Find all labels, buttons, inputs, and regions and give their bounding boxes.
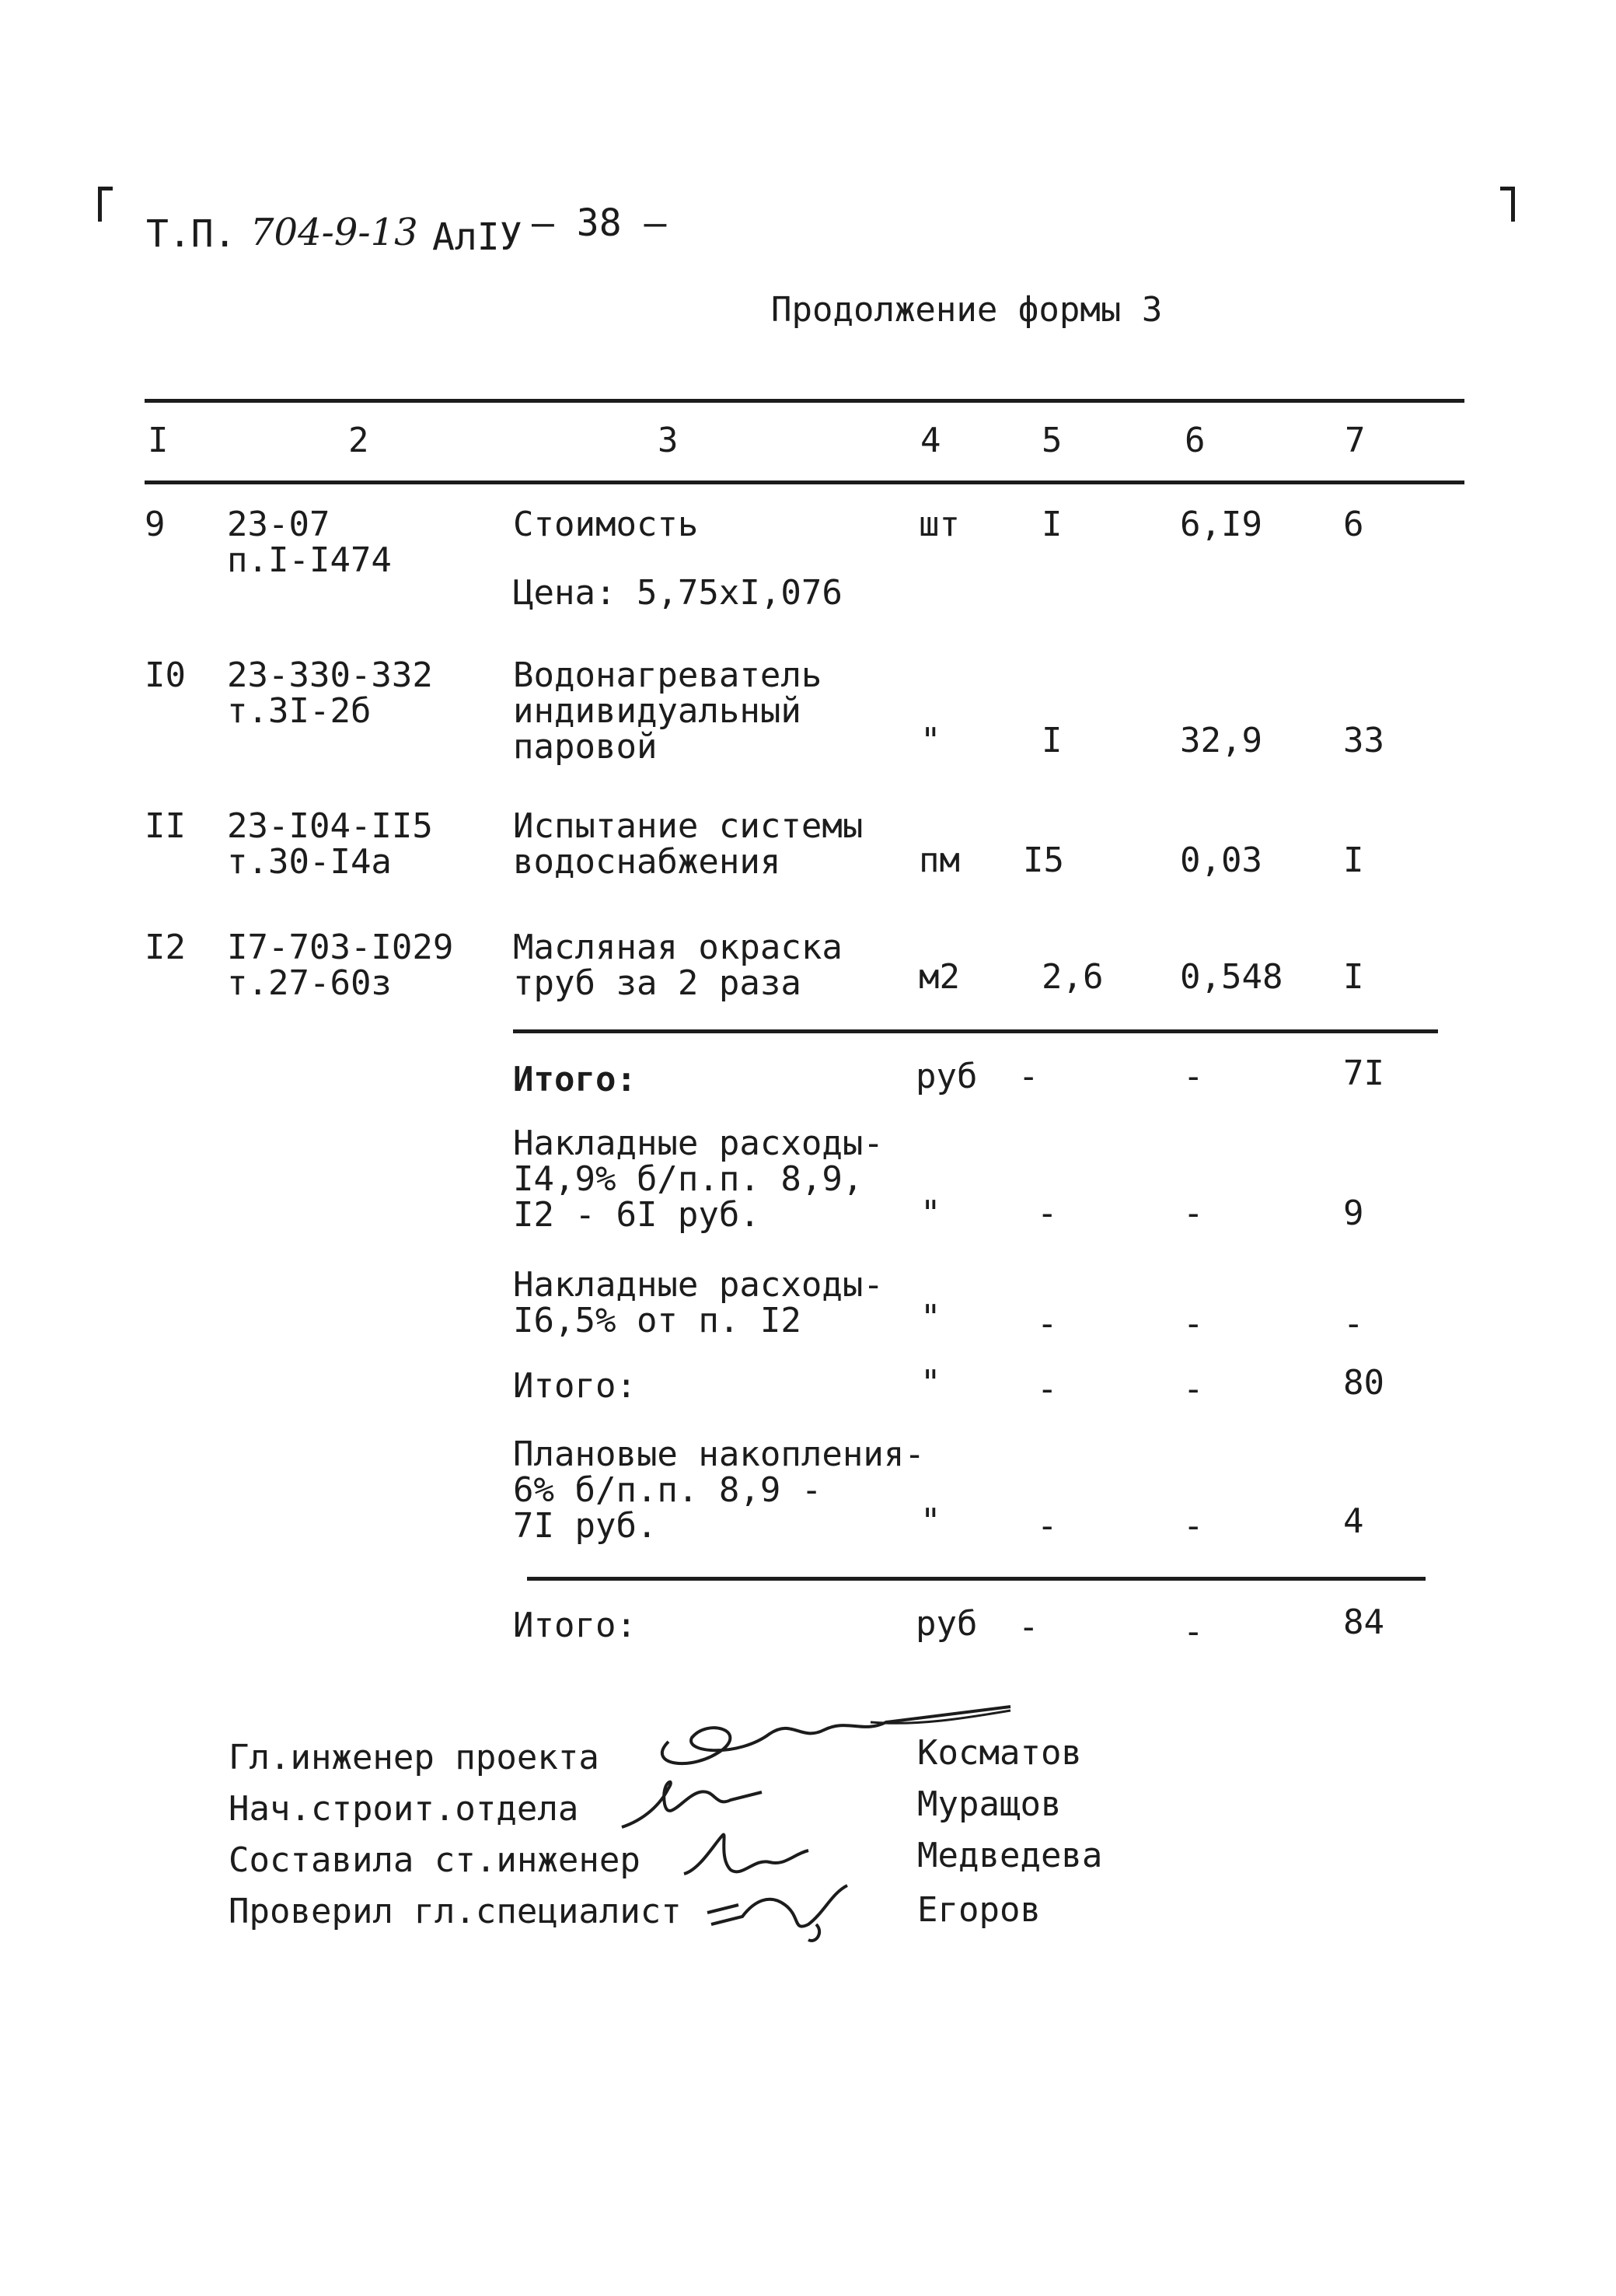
row-number: 9 [145,505,166,544]
summary-label: Итого: [513,1060,637,1099]
summary-label: Накладные расходы- I6,5% от п. I2 [513,1265,884,1340]
item-unit: м2 [919,957,960,997]
summary-price: - [1183,1612,1204,1651]
item-unit-price: 32,9 [1180,721,1262,760]
table-top-rule [145,399,1464,403]
page-subtitle: Продолжение формы 3 [771,290,1163,330]
summary-total: 80 [1343,1363,1384,1403]
summary-label: Итого: [513,1366,637,1406]
summary-price: - [1183,1506,1204,1546]
row-number: II [145,806,186,846]
col-header-1: I [148,421,169,460]
summary-qty: - [1018,1057,1039,1096]
signer-role: Составила ст.инженер [229,1840,640,1880]
summary-unit: " [920,1298,941,1337]
summary-unit: " [920,1501,941,1541]
item-total: 33 [1343,721,1384,760]
summary-price: - [1183,1193,1204,1233]
item-quantity: 2,6 [1042,957,1104,997]
signer-name: Косматов [917,1733,1082,1773]
item-unit-price: 0,03 [1180,840,1262,880]
summary-price: - [1183,1369,1204,1409]
item-quantity: I5 [1023,840,1064,880]
summary-qty: - [1037,1369,1058,1409]
signer-name: Медведева [917,1836,1103,1875]
grand-total-rule [527,1577,1426,1581]
signer-role: Гл.инженер проекта [229,1738,599,1777]
header-bottom-rule [145,481,1464,484]
album-label: АлIУ [432,215,522,259]
corner-mark-left [98,187,113,222]
summary-total: 9 [1343,1193,1364,1233]
norm-code: 23-07 п.I-I474 [227,505,392,580]
norm-code: 23-330-332 т.3I-2б [227,655,433,731]
col-header-7: 7 [1345,421,1366,460]
summary-price: - [1183,1304,1204,1344]
summary-unit: " [920,1363,941,1403]
page-number: — 38 — [532,201,667,245]
summary-label: Накладные расходы- I4,9% б/п.п. 8,9, I2 - 6I руб. [513,1124,884,1235]
signature-scribble [700,1878,871,1948]
norm-code: 23-I04-II5 т.30-I4а [227,806,433,882]
item-unit: пм [919,840,960,880]
norm-code: I7-703-I029 т.27-60з [227,928,454,1003]
item-unit-price: 6,I9 [1180,505,1262,544]
item-description: Стоимость [513,505,699,544]
col-header-6: 6 [1185,421,1206,460]
col-header-3: 3 [658,421,679,460]
signer-role: Проверил гл.специалист [229,1892,682,1931]
doc-code-prefix: Т.П. [146,212,236,256]
summary-price: - [1183,1057,1204,1096]
item-quantity: I [1042,505,1063,544]
summary-total: 84 [1343,1602,1384,1642]
item-description: Водонагреватель индивидуальный паровой [513,655,822,767]
signer-name: Муращов [917,1784,1062,1824]
item-unit: шт [919,505,960,544]
item-unit-price: 0,548 [1180,957,1283,997]
col-header-4: 4 [920,421,941,460]
summary-qty: - [1037,1193,1058,1233]
row-number: I2 [145,928,186,967]
summary-qty: - [1018,1607,1039,1647]
summary-total: - [1343,1304,1364,1344]
item-unit: " [920,721,941,760]
col-header-2: 2 [348,421,369,460]
signer-role: Нач.строит.отдела [229,1789,579,1829]
summary-total: 4 [1343,1501,1364,1541]
summary-unit: " [920,1193,941,1233]
summary-label: Плановые накопления- 6% б/п.п. 8,9 - 7I руб. [513,1435,925,1546]
item-description: Испытание системы водоснабжения [513,806,864,882]
item-total: I [1343,957,1364,997]
item-total: I [1343,840,1364,880]
summary-unit: руб [916,1604,978,1644]
col-header-5: 5 [1042,421,1063,460]
summary-label: Итого: [513,1606,637,1645]
item-quantity: I [1042,721,1063,760]
doc-code-number: 704-9-13 [250,211,418,254]
summary-qty: - [1037,1304,1058,1344]
summary-unit: руб [916,1057,978,1096]
subtotal-rule [513,1029,1438,1033]
summary-qty: - [1037,1506,1058,1546]
corner-mark-right [1500,187,1515,222]
row-number: I0 [145,655,186,695]
summary-total: 7I [1343,1054,1384,1093]
item-total: 6 [1343,505,1364,544]
price-note: Цена: 5,75хI,076 [513,573,843,613]
item-description: Масляная окраска труб за 2 раза [513,928,843,1003]
signer-name: Егоров [917,1890,1041,1930]
